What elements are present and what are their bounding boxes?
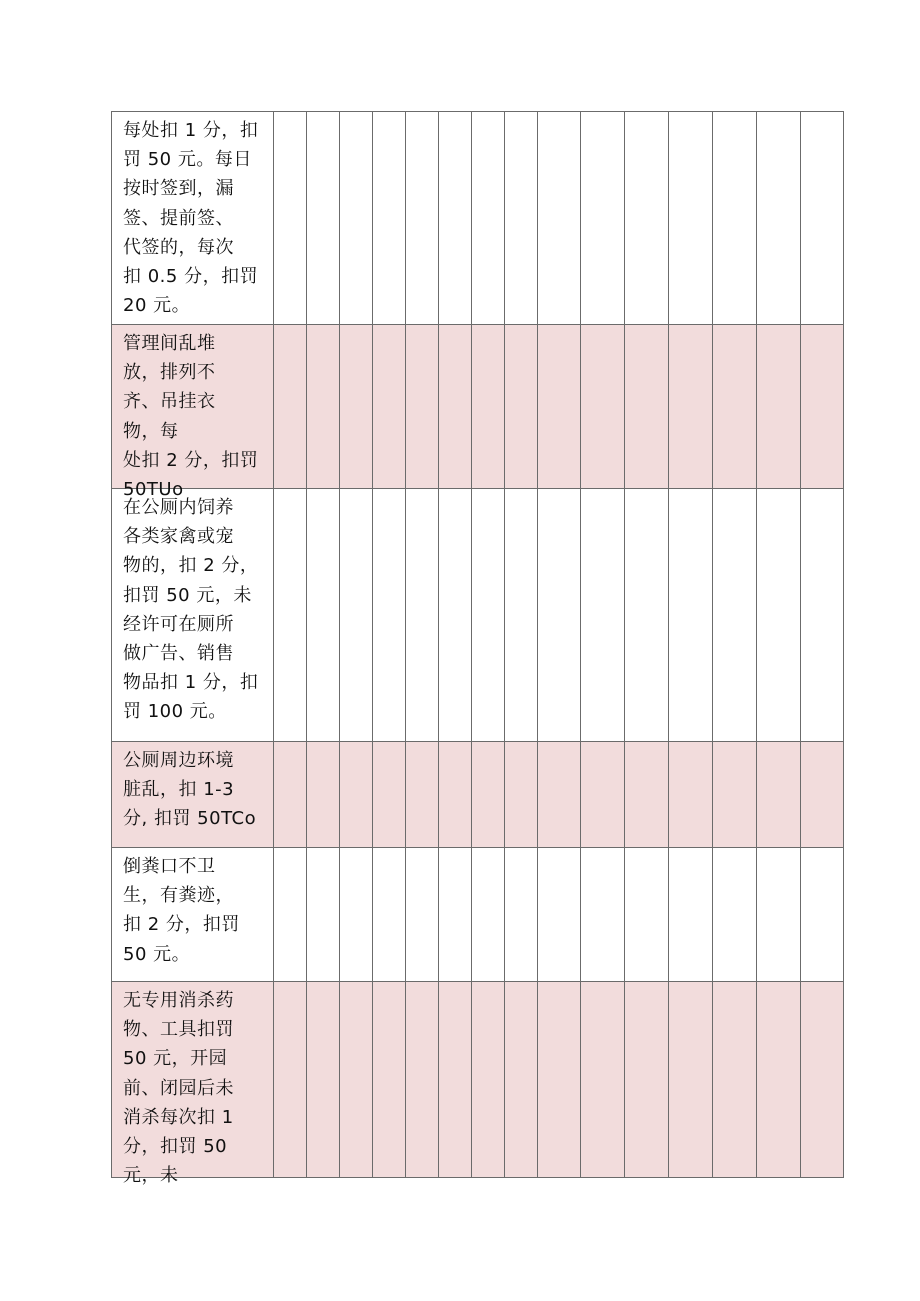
score-cell [801,489,844,742]
score-cell [274,848,307,982]
score-cell [757,489,801,742]
score-cell [625,742,669,848]
score-cell [757,982,801,1178]
score-cell [505,489,538,742]
table-body [112,112,844,1187]
score-cell [801,848,844,982]
rule-cell [112,325,274,501]
score-cell [340,112,373,325]
score-cell [538,112,581,325]
score-cell [581,489,625,742]
table-row [112,742,844,848]
score-cell [439,742,472,848]
rule-cell [112,112,274,325]
score-cell [373,742,406,848]
score-cell [713,848,757,982]
rule-text: 无专用消杀药 物、工具扣罚 50 元，开园 前、闭园后未 消杀每次扣 1 分，扣罚 50 元，未 [123,990,234,1187]
score-cell [307,848,340,982]
score-cell [581,982,625,1178]
score-cell [801,982,844,1178]
score-cell [406,848,439,982]
score-cell [581,325,625,489]
score-cell [340,982,373,1178]
rule-cell [112,489,274,742]
rule-text: 管理间乱堆 放，排列不 齐、吊挂衣 物，每 处扣 2 分，扣罚 50TUo [123,333,259,501]
score-cell [439,982,472,1178]
score-cell [472,982,505,1178]
score-cell [801,742,844,848]
score-cell [373,848,406,982]
score-cell [340,489,373,742]
score-cell [472,848,505,982]
score-cell [669,742,713,848]
score-cell [274,982,307,1178]
score-cell [307,112,340,325]
score-cell [757,112,801,325]
score-cell [538,982,581,1178]
score-cell [505,112,538,325]
score-cell [505,742,538,848]
score-cell [406,112,439,325]
score-cell [472,742,505,848]
score-cell [472,112,505,325]
score-cell [538,848,581,982]
score-cell [406,489,439,742]
score-cell [757,325,801,489]
score-cell [406,325,439,489]
score-cell [538,325,581,489]
score-cell [505,982,538,1178]
score-cell [538,742,581,848]
score-cell [581,848,625,982]
score-cell [801,325,844,489]
rule-cell [112,848,274,982]
rule-text: 在公厕内饲养 各类家禽或宠 物的，扣 2 分， 扣罚 50 元，未 经许可在厕所 做广告、销售 物品扣 1 分，扣 罚 100 元。 [123,497,259,723]
score-cell [801,112,844,325]
score-cell [439,489,472,742]
score-cell [669,112,713,325]
score-cell [373,982,406,1178]
rule-cell [112,742,274,848]
score-cell [757,742,801,848]
score-cell [713,982,757,1178]
score-cell [307,982,340,1178]
score-cell [713,489,757,742]
score-cell [274,489,307,742]
score-cell [439,848,472,982]
score-cell [274,112,307,325]
score-cell [625,982,669,1178]
score-cell [373,325,406,489]
score-cell [274,325,307,489]
score-cell [307,742,340,848]
score-cell [472,489,505,742]
score-cell [406,742,439,848]
rule-text: 每处扣 1 分，扣 罚 50 元。每日 按时签到，漏 签、提前签、 代签的，每次 扣 0.5 分，扣罚 20 元。 [123,120,259,317]
score-cell [581,742,625,848]
score-cell [340,325,373,489]
score-cell [669,848,713,982]
score-cell [713,742,757,848]
score-cell [625,489,669,742]
score-cell [757,848,801,982]
evaluation-table [111,111,844,1187]
score-cell [340,742,373,848]
score-cell [505,848,538,982]
table-row [112,325,844,489]
table-row [112,489,844,742]
score-cell [713,325,757,489]
score-cell [439,112,472,325]
rule-text: 公厕周边环境 脏乱，扣 1-3 分, 扣罚 50TCo [123,750,257,830]
table-row [112,112,844,325]
score-cell [406,982,439,1178]
rule-text: 倒粪口不卫 生，有粪迹， 扣 2 分，扣罚 50 元。 [123,856,240,965]
score-cell [581,112,625,325]
score-cell [373,112,406,325]
score-cell [307,325,340,489]
score-cell [340,848,373,982]
score-cell [625,848,669,982]
score-cell [713,112,757,325]
score-cell [373,489,406,742]
score-cell [669,489,713,742]
table-row [112,848,844,982]
score-cell [274,742,307,848]
score-cell [625,112,669,325]
score-cell [307,489,340,742]
score-cell [669,982,713,1178]
score-cell [669,325,713,489]
score-cell [538,489,581,742]
score-cell [439,325,472,489]
table-row [112,982,844,1178]
score-cell [472,325,505,489]
score-cell [625,325,669,489]
rule-cell [112,982,274,1187]
score-cell [505,325,538,489]
